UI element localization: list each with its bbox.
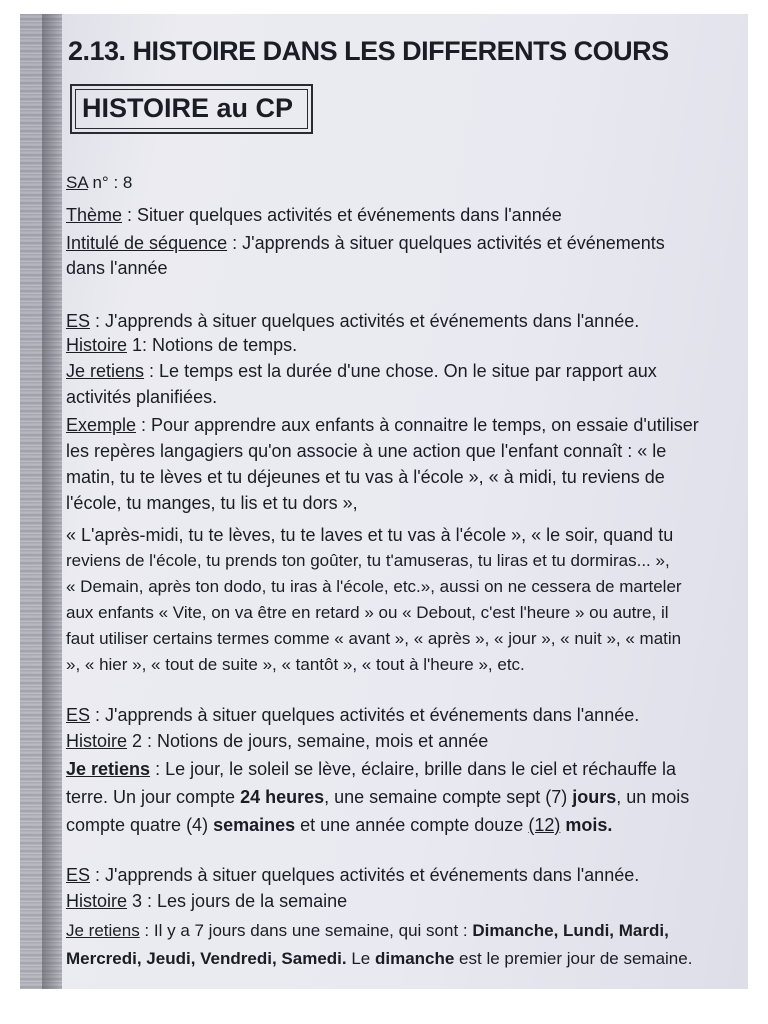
block3-retiens-label: Je retiens: [66, 921, 140, 940]
exemple-text-4: l'école, tu manges, tu lis et tu dors »,: [66, 493, 358, 513]
book-spine-gradient: [42, 14, 62, 989]
exemple-text-6: reviens de l'école, tu prends ton goûter, tu t'amuseras, tu liras et tu dormiras... »,: [66, 551, 670, 570]
block3-days-1: Dimanche, Lundi, Mardi,: [472, 921, 669, 940]
exemple-line-1: [66, 414, 699, 436]
block3-days-2: Mercredi, Jeudi, Vendredi, Samedi.: [66, 949, 347, 968]
block1-es-line: [66, 310, 639, 332]
exemple-label: Exemple: [66, 415, 137, 435]
block3-es-text: : J'apprends à situer quelques activités et événements dans l'année.: [90, 865, 640, 885]
exemple-line-3: [66, 466, 665, 488]
block2-histoire-label: Histoire: [66, 731, 128, 751]
intitule-line-1: [66, 232, 665, 254]
exemple-line-5: [66, 524, 673, 546]
intitule-text-1: : J'apprends à situer quelques activités et événements: [227, 233, 665, 253]
block2-es-label: ES: [66, 705, 91, 725]
theme-label: Thème: [66, 205, 123, 225]
block2-line3-a: compte quatre (4): [66, 815, 214, 835]
intitule-label: Intitulé de séquence: [66, 233, 228, 253]
exemple-text-2: les repères langagiers qu'on associe à une action que l'enfant connaît : « le: [66, 441, 667, 461]
theme-text: : Situer quelques activités et événements dans l'année: [122, 205, 562, 225]
exemple-text-8: aux enfants « Vite, on va être en retard » ou « Debout, c'est l'heure » ou autre, il: [66, 603, 669, 622]
block3-es-line: [66, 864, 639, 886]
block1-retiens-label: Je retiens: [66, 361, 145, 381]
block2-jours: jours: [572, 787, 617, 807]
exemple-text-5: « L'après-midi, tu te lèves, tu te laves et tu vas à l'école », « le soir, quand tu: [66, 525, 674, 545]
block2-retiens-line-1: [66, 758, 676, 780]
block2-line-3: [66, 814, 612, 836]
block1-es-label: ES: [66, 311, 91, 331]
block1-retiens-text-2: activités planifiées.: [66, 387, 218, 407]
block1-retiens-line-1: [66, 360, 657, 382]
block2-line2-c: , une semaine compte sept (7): [324, 787, 573, 807]
block3-line-2: [66, 948, 692, 970]
block1-retiens-text-1: : Le temps est la durée d'une chose. On le situe par rapport aux: [144, 361, 657, 381]
block2-line3-c: et une année compte douze: [295, 815, 529, 835]
intitule-line-2: [66, 257, 168, 279]
exemple-line-2: [66, 440, 666, 462]
block2-24-heures: 24 heures: [240, 787, 325, 807]
block1-retiens-line-2: [66, 386, 217, 408]
exemple-line-7: [66, 576, 682, 598]
block3-line2-b: Le: [346, 949, 375, 968]
block2-line2-a: terre. Un jour compte: [66, 787, 241, 807]
exemple-line-9: [66, 628, 681, 650]
exemple-text-3: matin, tu te lèves et tu déjeunes et tu vas à l'école », « à midi, tu reviens de: [66, 467, 665, 487]
section-title: 2.13. HISTOIRE DANS LES DIFFERENTS COURS: [68, 36, 669, 66]
block1-histoire-line: [66, 334, 297, 356]
block3-histoire-line: [66, 890, 347, 912]
block2-es-text: : J'apprends à situer quelques activités et événements dans l'année.: [90, 705, 640, 725]
boxed-title-text: HISTOIRE au CP: [75, 89, 308, 129]
scanned-page: [20, 14, 748, 989]
sa-label: SA: [66, 173, 88, 192]
block2-retiens-text-1: : Le jour, le soleil se lève, éclaire, brille dans le ciel et réchauffe la: [150, 759, 677, 779]
block2-line-2: [66, 786, 689, 808]
block3-line2-d: est le premier jour de semaine.: [454, 949, 693, 968]
exemple-line-8: [66, 602, 669, 624]
block3-line1-a: : Il y a 7 jours dans une semaine, qui sont :: [139, 921, 473, 940]
block2-semaines: semaines: [213, 815, 296, 835]
block2-twelve: (12): [528, 815, 561, 835]
exemple-text-10: », « hier », « tout de suite », « tantôt », « tout à l'heure », etc.: [66, 655, 525, 674]
exemple-line-4: [66, 492, 358, 514]
exemple-text-7: « Demain, après ton dodo, tu iras à l'école, etc.», aussi on ne cessera de marteler: [66, 577, 682, 596]
block1-histoire-text: 1: Notions de temps.: [127, 335, 298, 355]
exemple-line-10: [66, 654, 525, 676]
sa-number: n° : 8: [87, 173, 133, 192]
block3-retiens-line-1: [66, 920, 669, 942]
block2-histoire-line: [66, 730, 488, 752]
block3-histoire-text: 3 : Les jours de la semaine: [127, 891, 348, 911]
block2-histoire-text: 2 : Notions de jours, semaine, mois et année: [127, 731, 489, 751]
block2-retiens-label: Je retiens: [66, 759, 151, 779]
block3-dimanche: dimanche: [374, 949, 455, 968]
intitule-text-2: dans l'année: [66, 258, 168, 278]
block3-es-label: ES: [66, 865, 91, 885]
block3-histoire-label: Histoire: [66, 891, 128, 911]
block1-histoire-label: Histoire: [66, 335, 128, 355]
block1-es-text: : J'apprends à situer quelques activités et événements dans l'année.: [90, 311, 640, 331]
exemple-text-1: : Pour apprendre aux enfants à connaitre le temps, on essaie d'utiliser: [136, 415, 699, 435]
block2-line2-e: , un mois: [616, 787, 690, 807]
boxed-title: [70, 84, 313, 134]
exemple-text-9: faut utiliser certains termes comme « avant », « après », « jour », « nuit », « matin: [66, 629, 682, 648]
exemple-line-6: [66, 550, 670, 572]
block2-mois: mois.: [560, 815, 613, 835]
sa-line: [66, 172, 132, 194]
block2-es-line: [66, 704, 639, 726]
theme-line: [66, 204, 562, 226]
